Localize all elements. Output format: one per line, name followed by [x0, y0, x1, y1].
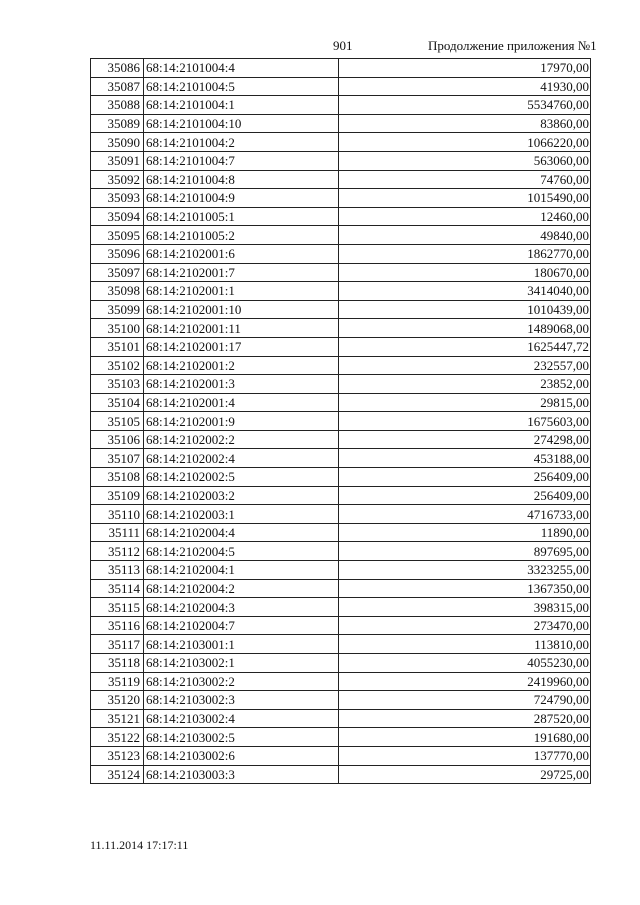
cadastral-number-cell: 68:14:2102004:5	[144, 542, 339, 561]
cadastral-number-cell: 68:14:2102001:11	[144, 319, 339, 338]
value-cell: 113810,00	[339, 635, 591, 654]
table-row	[91, 77, 591, 96]
cadastral-number-cell: 68:14:2102004:1	[144, 561, 339, 580]
table-row	[91, 486, 591, 505]
table-row	[91, 542, 591, 561]
page-number: 901	[333, 38, 353, 53]
table-row	[91, 505, 591, 524]
table-row	[91, 412, 591, 431]
table-row	[91, 375, 591, 394]
value-cell: 23852,00	[339, 375, 591, 394]
table-row	[91, 133, 591, 152]
row-number-cell: 35116	[91, 616, 144, 635]
value-cell: 1625447,72	[339, 337, 591, 356]
row-number-cell: 35113	[91, 561, 144, 580]
row-number-cell: 35086	[91, 59, 144, 78]
registry-table	[90, 58, 591, 784]
registry-table-body	[91, 59, 591, 784]
value-cell: 1675603,00	[339, 412, 591, 431]
row-number-cell: 35092	[91, 170, 144, 189]
cadastral-number-cell: 68:14:2101004:2	[144, 133, 339, 152]
cadastral-number-cell: 68:14:2103001:1	[144, 635, 339, 654]
cadastral-number-cell: 68:14:2102002:5	[144, 468, 339, 487]
value-cell: 1489068,00	[339, 319, 591, 338]
cadastral-number-cell: 68:14:2102004:3	[144, 598, 339, 617]
row-number-cell: 35103	[91, 375, 144, 394]
table-row	[91, 244, 591, 263]
table-row	[91, 356, 591, 375]
value-cell: 11890,00	[339, 523, 591, 542]
continuation-heading: Продолжение приложения №1	[428, 38, 597, 53]
row-number-cell: 35098	[91, 282, 144, 301]
value-cell: 897695,00	[339, 542, 591, 561]
value-cell: 4055230,00	[339, 654, 591, 673]
row-number-cell: 35109	[91, 486, 144, 505]
row-number-cell: 35117	[91, 635, 144, 654]
table-row	[91, 672, 591, 691]
value-cell: 12460,00	[339, 207, 591, 226]
cadastral-number-cell: 68:14:2101004:7	[144, 151, 339, 170]
row-number-cell: 35123	[91, 746, 144, 765]
row-number-cell: 35112	[91, 542, 144, 561]
cadastral-number-cell: 68:14:2101004:8	[144, 170, 339, 189]
row-number-cell: 35097	[91, 263, 144, 282]
row-number-cell: 35114	[91, 579, 144, 598]
row-number-cell: 35122	[91, 728, 144, 747]
value-cell: 256409,00	[339, 468, 591, 487]
table-row	[91, 468, 591, 487]
cadastral-number-cell: 68:14:2102002:2	[144, 430, 339, 449]
value-cell: 3414040,00	[339, 282, 591, 301]
table-row	[91, 561, 591, 580]
cadastral-number-cell: 68:14:2101004:10	[144, 114, 339, 133]
cadastral-number-cell: 68:14:2102001:6	[144, 244, 339, 263]
row-number-cell: 35095	[91, 226, 144, 245]
row-number-cell: 35118	[91, 654, 144, 673]
table-row	[91, 96, 591, 115]
row-number-cell: 35088	[91, 96, 144, 115]
cadastral-number-cell: 68:14:2103002:4	[144, 709, 339, 728]
table-row	[91, 691, 591, 710]
table-row	[91, 765, 591, 784]
table-row	[91, 319, 591, 338]
cadastral-number-cell: 68:14:2102001:7	[144, 263, 339, 282]
cadastral-number-cell: 68:14:2101005:2	[144, 226, 339, 245]
row-number-cell: 35089	[91, 114, 144, 133]
cadastral-number-cell: 68:14:2102001:3	[144, 375, 339, 394]
cadastral-number-cell: 68:14:2102001:10	[144, 300, 339, 319]
value-cell: 29815,00	[339, 393, 591, 412]
value-cell: 83860,00	[339, 114, 591, 133]
value-cell: 287520,00	[339, 709, 591, 728]
row-number-cell: 35106	[91, 430, 144, 449]
table-row	[91, 282, 591, 301]
table-row	[91, 746, 591, 765]
table-row	[91, 59, 591, 78]
value-cell: 3323255,00	[339, 561, 591, 580]
cadastral-number-cell: 68:14:2101004:4	[144, 59, 339, 78]
cadastral-number-cell: 68:14:2101004:1	[144, 96, 339, 115]
value-cell: 256409,00	[339, 486, 591, 505]
table-row	[91, 449, 591, 468]
value-cell: 232557,00	[339, 356, 591, 375]
cadastral-number-cell: 68:14:2101004:5	[144, 77, 339, 96]
cadastral-number-cell: 68:14:2103002:2	[144, 672, 339, 691]
table-row	[91, 430, 591, 449]
row-number-cell: 35108	[91, 468, 144, 487]
row-number-cell: 35105	[91, 412, 144, 431]
value-cell: 2419960,00	[339, 672, 591, 691]
value-cell: 137770,00	[339, 746, 591, 765]
row-number-cell: 35111	[91, 523, 144, 542]
row-number-cell: 35100	[91, 319, 144, 338]
table-row	[91, 207, 591, 226]
table-row	[91, 170, 591, 189]
cadastral-number-cell: 68:14:2102001:17	[144, 337, 339, 356]
cadastral-number-cell: 68:14:2103002:5	[144, 728, 339, 747]
table-row	[91, 393, 591, 412]
table-row	[91, 635, 591, 654]
row-number-cell: 35093	[91, 189, 144, 208]
table-row	[91, 709, 591, 728]
table-row	[91, 189, 591, 208]
value-cell: 274298,00	[339, 430, 591, 449]
table-row	[91, 598, 591, 617]
cadastral-number-cell: 68:14:2102001:9	[144, 412, 339, 431]
cadastral-number-cell: 68:14:2102004:4	[144, 523, 339, 542]
cadastral-number-cell: 68:14:2102003:1	[144, 505, 339, 524]
value-cell: 563060,00	[339, 151, 591, 170]
value-cell: 1367350,00	[339, 579, 591, 598]
value-cell: 1010439,00	[339, 300, 591, 319]
cadastral-number-cell: 68:14:2102003:2	[144, 486, 339, 505]
row-number-cell: 35121	[91, 709, 144, 728]
row-number-cell: 35119	[91, 672, 144, 691]
row-number-cell: 35120	[91, 691, 144, 710]
value-cell: 29725,00	[339, 765, 591, 784]
row-number-cell: 35107	[91, 449, 144, 468]
value-cell: 1066220,00	[339, 133, 591, 152]
value-cell: 74760,00	[339, 170, 591, 189]
value-cell: 273470,00	[339, 616, 591, 635]
value-cell: 191680,00	[339, 728, 591, 747]
table-row	[91, 337, 591, 356]
cadastral-number-cell: 68:14:2102004:7	[144, 616, 339, 635]
cadastral-number-cell: 68:14:2102001:1	[144, 282, 339, 301]
table-row	[91, 579, 591, 598]
cadastral-number-cell: 68:14:2101005:1	[144, 207, 339, 226]
value-cell: 398315,00	[339, 598, 591, 617]
value-cell: 453188,00	[339, 449, 591, 468]
table-row	[91, 114, 591, 133]
value-cell: 4716733,00	[339, 505, 591, 524]
value-cell: 1015490,00	[339, 189, 591, 208]
table-row	[91, 523, 591, 542]
cadastral-number-cell: 68:14:2103002:1	[144, 654, 339, 673]
value-cell: 180670,00	[339, 263, 591, 282]
table-row	[91, 300, 591, 319]
cadastral-number-cell: 68:14:2102002:4	[144, 449, 339, 468]
table-row	[91, 616, 591, 635]
table-row	[91, 151, 591, 170]
value-cell: 49840,00	[339, 226, 591, 245]
row-number-cell: 35099	[91, 300, 144, 319]
row-number-cell: 35091	[91, 151, 144, 170]
cadastral-number-cell: 68:14:2103002:6	[144, 746, 339, 765]
cadastral-number-cell: 68:14:2101004:9	[144, 189, 339, 208]
cadastral-number-cell: 68:14:2102004:2	[144, 579, 339, 598]
table-row	[91, 263, 591, 282]
row-number-cell: 35090	[91, 133, 144, 152]
row-number-cell: 35104	[91, 393, 144, 412]
row-number-cell: 35102	[91, 356, 144, 375]
value-cell: 1862770,00	[339, 244, 591, 263]
value-cell: 17970,00	[339, 59, 591, 78]
row-number-cell: 35110	[91, 505, 144, 524]
row-number-cell: 35115	[91, 598, 144, 617]
print-timestamp: 11.11.2014 17:17:11	[90, 838, 189, 852]
table-row	[91, 226, 591, 245]
row-number-cell: 35096	[91, 244, 144, 263]
row-number-cell: 35101	[91, 337, 144, 356]
row-number-cell: 35124	[91, 765, 144, 784]
row-number-cell: 35094	[91, 207, 144, 226]
cadastral-number-cell: 68:14:2102001:2	[144, 356, 339, 375]
value-cell: 5534760,00	[339, 96, 591, 115]
value-cell: 724790,00	[339, 691, 591, 710]
cadastral-number-cell: 68:14:2103003:3	[144, 765, 339, 784]
cadastral-number-cell: 68:14:2102001:4	[144, 393, 339, 412]
table-row	[91, 654, 591, 673]
cadastral-number-cell: 68:14:2103002:3	[144, 691, 339, 710]
row-number-cell: 35087	[91, 77, 144, 96]
value-cell: 41930,00	[339, 77, 591, 96]
table-row	[91, 728, 591, 747]
